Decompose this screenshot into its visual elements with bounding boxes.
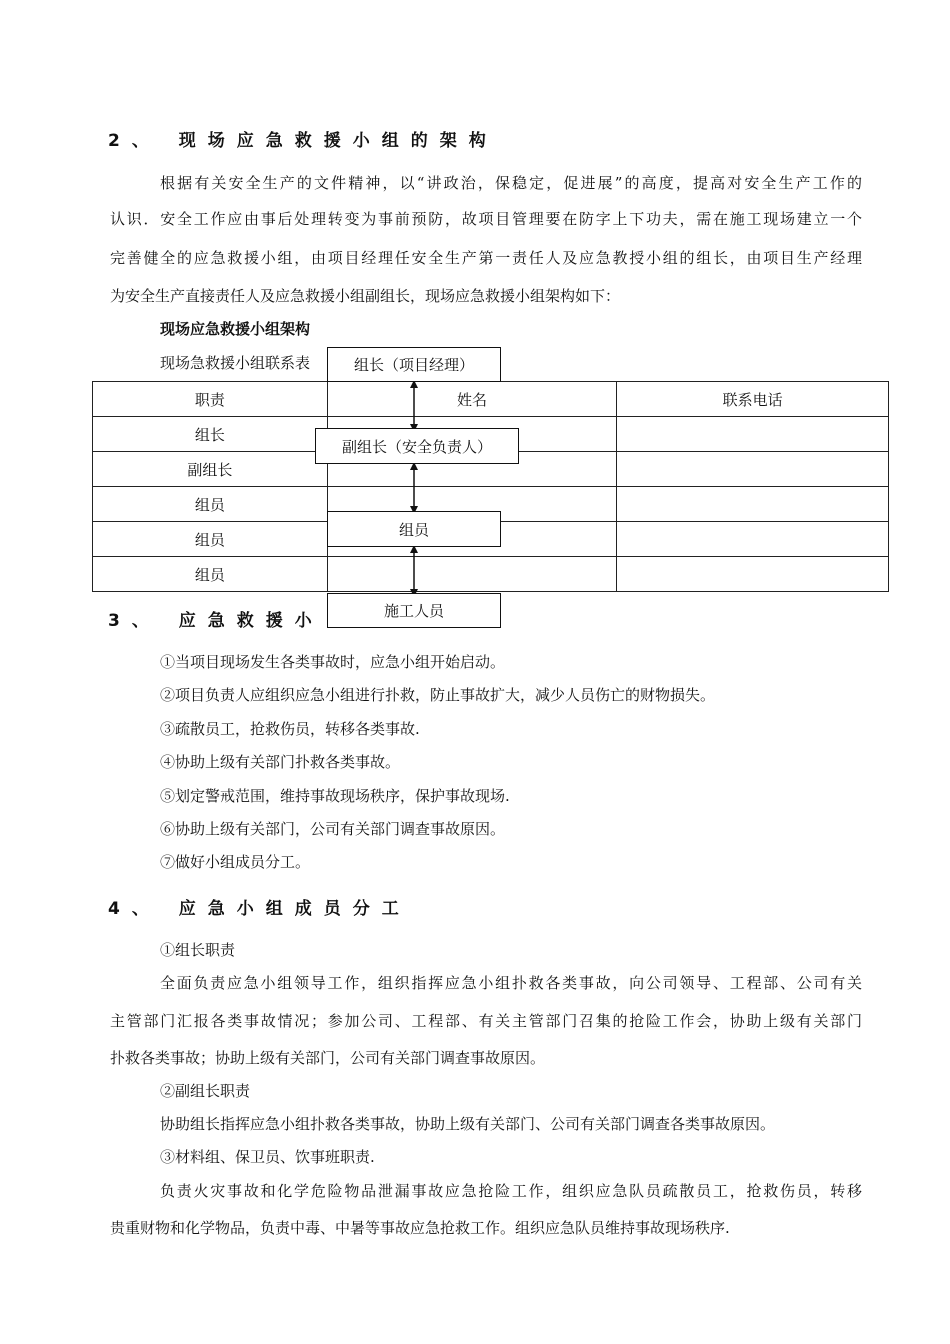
table-cell: 组员 <box>93 557 328 592</box>
org-box-member: 组员 <box>327 511 501 547</box>
section-4-heading: 4、 应急小组成员分工 <box>108 899 411 919</box>
table-title: 现场急救援小组联系表 <box>160 354 311 372</box>
section-3-item: ②项目负责人应组织应急小组进行扑救，防止事故扩大，减少人员伤亡的财物损失。 <box>160 686 716 704</box>
table-cell: 副组长 <box>93 452 328 487</box>
section-4-sub-1-para: 全面负责应急小组领导工作，组织指挥应急小组扑救各类事故，向公司领导、工程部、公司有关 <box>160 974 862 992</box>
section-3-item: ①当项目现场发生各类事故时，应急小组开始启动。 <box>160 653 506 671</box>
structure-title: 现场应急救援小组架构 <box>160 320 311 338</box>
section-2-para-line-4: 为安全生产直接责任人及应急救援小组副组长，现场应急救援小组架构如下： <box>110 287 621 305</box>
table-cell: 组员 <box>93 522 328 557</box>
org-box-deputy: 副组长（安全负责人） <box>315 428 519 464</box>
table-cell: 组长 <box>93 417 328 452</box>
section-4-sub-3: ③材料组、保卫员、饮事班职责. <box>160 1148 375 1166</box>
section-2-para-line-2: 认识．安全工作应由事后处理转变为事前预防，故项目管理要在防字上下功夫，需在施工现场建立一个 <box>110 210 862 228</box>
section-4-sub-1-para: 扑救各类事故；协助上级有关部门，公司有关部门调查事故原因。 <box>110 1049 546 1067</box>
section-4-sub-3-para: 贵重财物和化学物品，负责中毒、中暑等事故应急抢救工作。组织应急队员维持事故现场秩序. <box>110 1219 730 1237</box>
section-2-para-line-3: 完善健全的应急救援小组，由项目经理任安全生产第一责任人及应急教授小组的组长，由项目生产经理 <box>110 249 862 267</box>
section-4-sub-2-para: 协助组长指挥应急小组扑救各类事故，协助上级有关部门、公司有关部门调查各类事故原因。 <box>160 1115 776 1133</box>
section-4-sub-2: ②副组长职责 <box>160 1082 251 1100</box>
section-3-item: ③疏散员工，抢救伤员，转移各类事故. <box>160 720 420 738</box>
section-3-item: ⑥协助上级有关部门，公司有关部门调查事故原因。 <box>160 820 506 838</box>
org-box-leader: 组长（项目经理） <box>327 347 501 382</box>
section-4-sub-3-para: 负责火灾事故和化学危险物品泄漏事故应急抢险工作，组织应急队员疏散员工，抢救伤员，转移 <box>160 1182 862 1200</box>
section-2-para-line-1: 根据有关安全生产的文件精神，以“讲政治，保稳定，促进展”的高度，提高对安全生产工作的 <box>160 174 862 192</box>
table-header-cell: 姓名 <box>327 382 617 417</box>
table-header-cell: 联系电话 <box>617 382 889 417</box>
section-2-heading: 2、 现场应急救援小组的架构 <box>108 131 498 151</box>
org-box-workers: 施工人员 <box>327 593 501 628</box>
section-4-sub-1: ①组长职责 <box>160 941 236 959</box>
table-header-cell: 职责 <box>93 382 328 417</box>
section-4-sub-1-para: 主管部门汇报各类事故情况；参加公司、工程部、有关主管部门召集的抢险工作会，协助上级有关部门 <box>110 1012 862 1030</box>
section-3-item: ⑦做好小组成员分工。 <box>160 853 311 871</box>
table-cell: 组员 <box>93 487 328 522</box>
section-3-item: ⑤划定警戒范围，维持事故现场秩序，保护事故现场. <box>160 787 510 805</box>
section-3-heading: 3、 应急救援小 <box>108 611 324 631</box>
section-3-item: ④协助上级有关部门扑救各类事故。 <box>160 753 401 771</box>
